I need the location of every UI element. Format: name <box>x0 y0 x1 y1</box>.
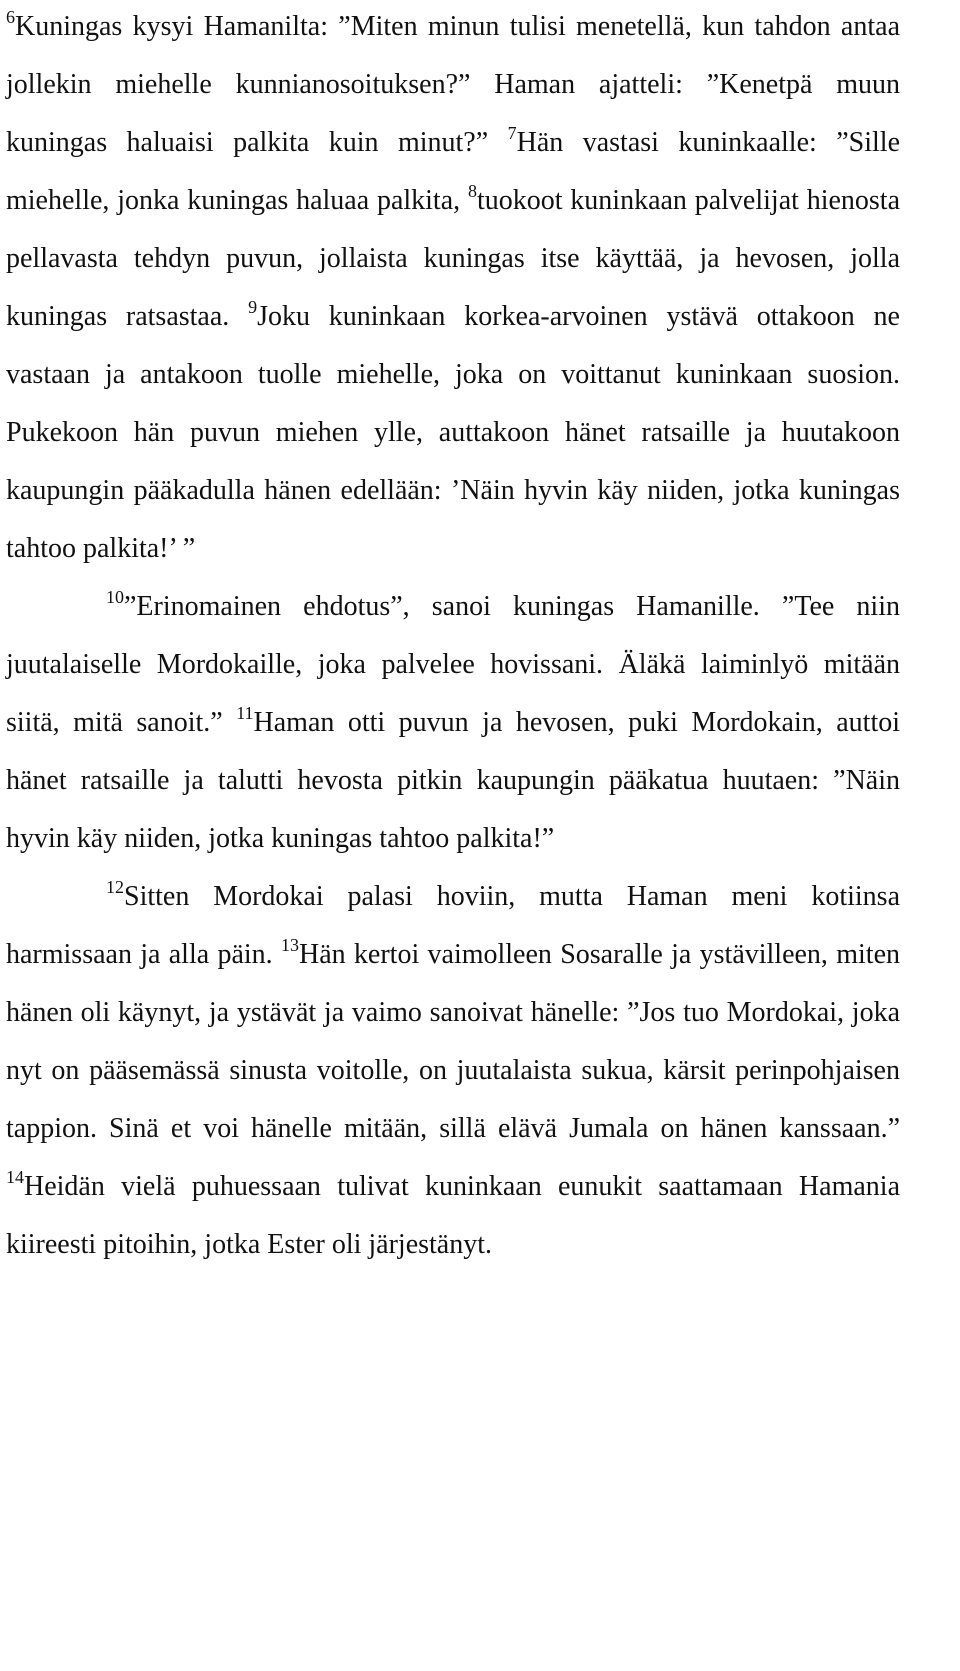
verse-text: Hän vastasi kuninkaalle: ”Sille miehelle, jonka kuningas haluaa palkita, <box>6 127 900 216</box>
verse-text: Kuningas kysyi Hamanilta: ”Miten minun tulisi menetellä, kun tahdon antaa jollekin miehelle kunnianosoituksen?” Haman ajatteli: ”Kenetpä muun kuningas haluaisi palkita kuin minut?” <box>6 11 900 158</box>
verse-number: 6 <box>6 7 15 27</box>
verse-number: 14 <box>6 1167 24 1187</box>
paragraph-verses-6-9 <box>6 0 900 578</box>
verse-text: Sitten Mordokai palasi hoviin, mutta Haman meni kotiinsa harmissaan ja alla päin. <box>6 881 900 970</box>
document-page <box>6 0 900 1274</box>
paragraph-verses-10-11 <box>6 578 900 868</box>
verse-number: 12 <box>106 877 124 897</box>
verse-number: 13 <box>280 935 299 955</box>
verse-number: 11 <box>236 703 254 723</box>
verse-number: 10 <box>106 587 124 607</box>
verse-text: Heidän vielä puhuessaan tulivat kuninkaan eunukit saattamaan Hamania kiireesti pitoihin, jotka Ester oli järjestänyt. <box>6 1171 900 1260</box>
verse-text: tuokoot kuninkaan palvelijat hienosta pellavasta tehdyn puvun, jollaista kuningas itse käyttää, ja hevosen, jolla kuningas ratsastaa. <box>6 185 900 332</box>
verse-text: Hän kertoi vaimolleen Sosaralle ja ystävilleen, miten hänen oli käynyt, ja ystävät ja vaimo sanoivat hänelle: ”Jos tuo Mordokai, joka nyt on pääsemässä sinusta voitolle, on juutalaista sukua, kärsit perinpohjaisen tappion. Sinä et voi hänelle mitään, sillä elävä Jumala on hänen kanssaan.” <box>6 939 900 1144</box>
verse-number: 9 <box>248 297 258 317</box>
paragraph-verses-12-14 <box>6 868 900 1274</box>
verse-text: Joku kuninkaan korkea-arvoinen ystävä ottakoon ne vastaan ja antakoon tuolle miehelle, joka on voittanut kuninkaan suosion. Pukekoon hän puvun miehen ylle, auttakoon hänet ratsaille ja huutakoon kaupungin pääkadulla hänen edellään: ’Näin hyvin käy niiden, jotka kuningas tahtoo palkita!’ ” <box>6 301 900 564</box>
verse-text: ”Erinomainen ehdotus”, sanoi kuningas Hamanille. ”Tee niin juutalaiselle Mordokaille, joka palvelee hovissani. Äläkä laiminlyö mitään siitä, mitä sanoit.” <box>6 591 900 738</box>
verse-text: Haman otti puvun ja hevosen, puki Mordokain, auttoi hänet ratsaille ja talutti hevosta pitkin kaupungin pääkatua huutaen: ”Näin hyvin käy niiden, jotka kuningas tahtoo palkita!” <box>6 707 901 854</box>
verse-number: 7 <box>507 123 517 143</box>
verse-number: 8 <box>467 181 477 201</box>
